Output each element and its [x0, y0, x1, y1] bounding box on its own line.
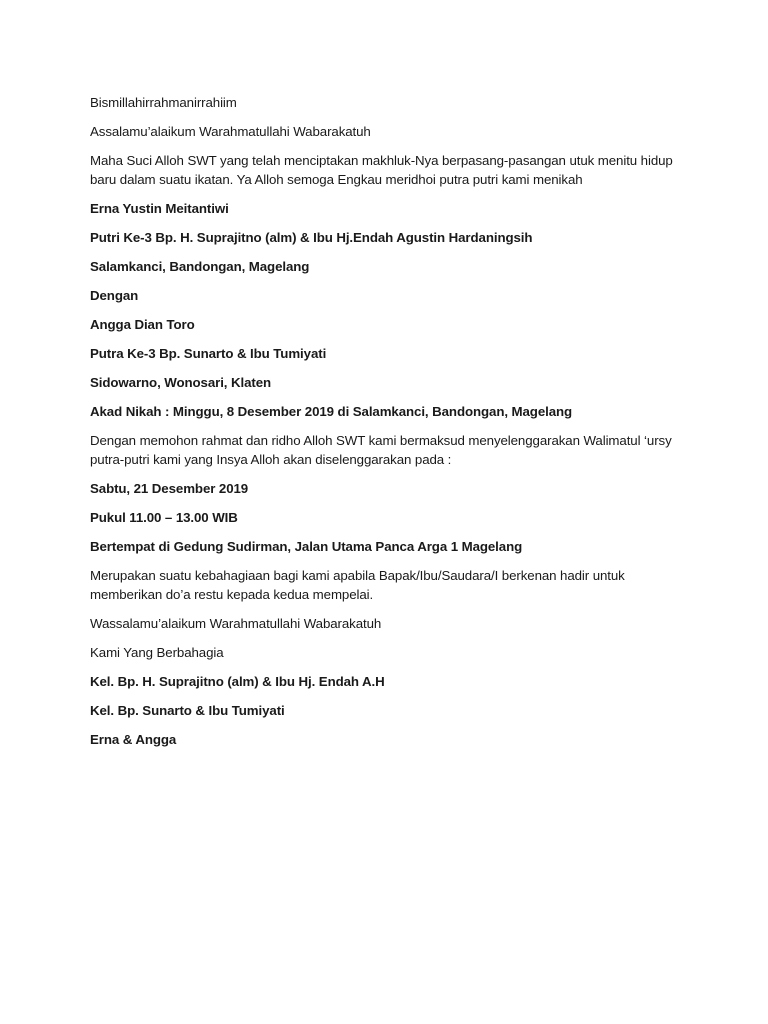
closing-paragraph: Merupakan suatu kebahagiaan bagi kami apabila Bapak/Ibu/Saudara/I berkenan hadir untuk memberikan do’a restu kepada kedua mempelai.	[90, 568, 625, 602]
invitation-paragraph: Dengan memohon rahmat dan ridho Alloh SWT kami bermaksud menyelenggarakan Walimatul ‘ursy putra-putri kami yang Insya Alloh akan diselenggarakan pada :	[90, 433, 672, 467]
signature-groom-family: Kel. Bp. Sunarto & Ibu Tumiyati	[90, 703, 285, 718]
groom-parents: Putra Ke-3 Bp. Sunarto & Ibu Tumiyati	[90, 346, 327, 361]
groom-address: Sidowarno, Wonosari, Klaten	[90, 375, 272, 390]
document-page	[90, 93, 690, 759]
intro-paragraph: Maha Suci Alloh SWT yang telah menciptakan makhluk-Nya berpasang-pasangan utuk menitu hidup baru dalam suatu ikatan. Ya Alloh semoga Engkau meridhoi putra putri kami menikah	[90, 153, 673, 187]
event-date: Sabtu, 21 Desember 2019	[90, 481, 249, 496]
bride-address: Salamkanci, Bandongan, Magelang	[90, 259, 310, 274]
event-time: Pukul 11.00 – 13.00 WIB	[90, 510, 238, 525]
signature-bride-family: Kel. Bp. H. Suprajitno (alm) & Ibu Hj. Endah A.H	[90, 674, 385, 689]
signature-couple: Erna & Angga	[90, 732, 177, 747]
conjunction: Dengan	[90, 288, 139, 303]
bride-parents: Putri Ke-3 Bp. H. Suprajitno (alm) & Ibu Hj.Endah Agustin Hardaningsih	[90, 230, 533, 245]
opening-salam: Assalamu’alaikum Warahmatullahi Wabarakatuh	[90, 124, 371, 139]
event-venue: Bertempat di Gedung Sudirman, Jalan Utama Panca Arga 1 Magelang	[90, 539, 523, 554]
bride-name: Erna Yustin Meitantiwi	[90, 201, 229, 216]
opening-basmalah: Bismillahirrahmanirrahiim	[90, 95, 237, 110]
signature-heading: Kami Yang Berbahagia	[90, 645, 224, 660]
closing-salam: Wassalamu’alaikum Warahmatullahi Wabarakatuh	[90, 616, 382, 631]
akad-nikah-info: Akad Nikah : Minggu, 8 Desember 2019 di Salamkanci, Bandongan, Magelang	[90, 404, 573, 419]
groom-name: Angga Dian Toro	[90, 317, 195, 332]
